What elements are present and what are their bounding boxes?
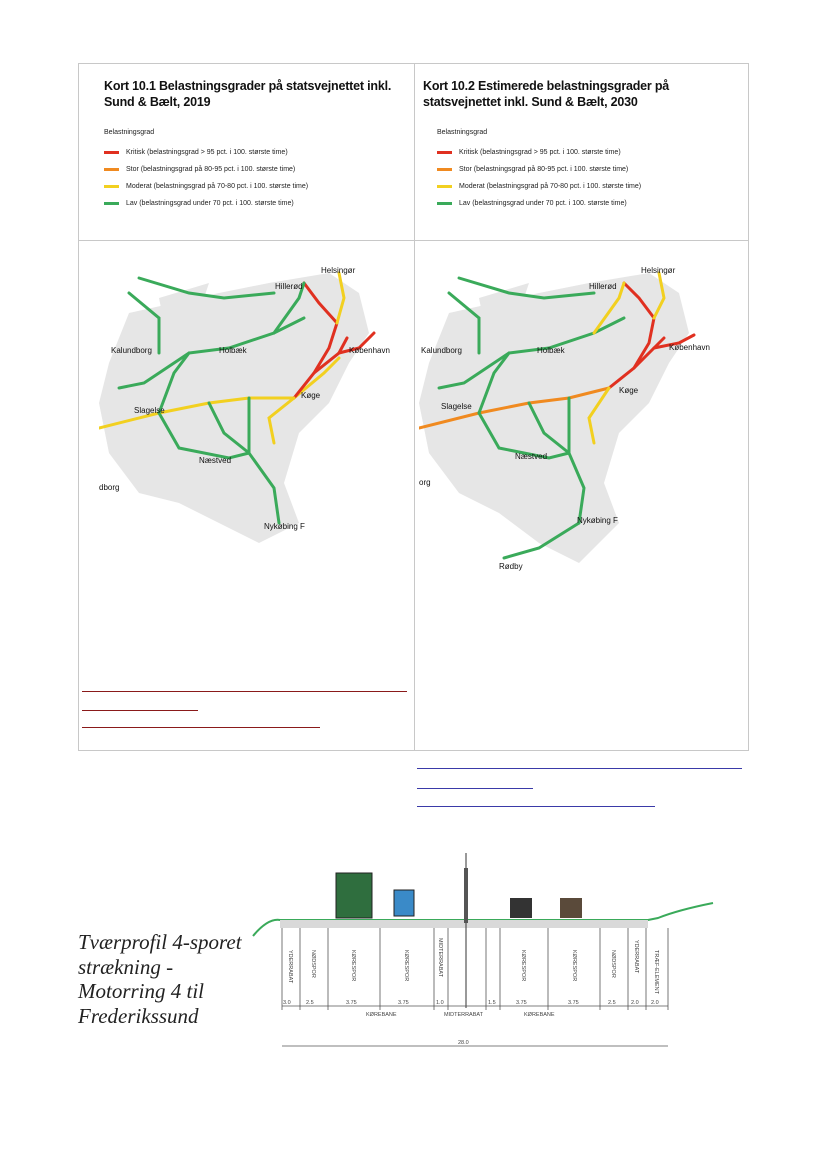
legend-swatch [104, 151, 119, 154]
legend-swatch [437, 185, 452, 188]
legend-item [437, 161, 641, 178]
city-label: Rødby [499, 562, 523, 571]
legend-label: Moderat (belastningsgrad på 70-80 pct. i 100. største time) [126, 183, 309, 190]
city-label: Hillerød [275, 282, 303, 291]
width-value: 3.75 [398, 1000, 409, 1006]
right-road-map [419, 253, 739, 573]
left-header-cell [79, 64, 414, 240]
width-value: 3.75 [346, 1000, 357, 1006]
width-value: 1.5 [488, 1000, 496, 1006]
right-legend [437, 129, 641, 212]
link-underline [417, 806, 655, 807]
legend-item [437, 195, 641, 212]
segment-label: MIDTERRABAT [444, 1012, 484, 1018]
left-legend-heading: Belastningsgrad [104, 129, 155, 136]
legend-label: Moderat (belastningsgrad på 70-80 pct. i 100. største time) [459, 183, 642, 190]
legend-item [104, 161, 308, 178]
total-width-value: 28.0 [458, 1040, 469, 1046]
lane-label: YDERRABAT [287, 950, 293, 984]
right-map-cell [415, 241, 750, 751]
legend-label: Lav (belastningsgrad under 70 pct. i 100. største time) [459, 200, 627, 207]
map-comparison-table [78, 63, 749, 751]
legend-label: Stor (belastningsgrad på 80-95 pct. i 100. største time) [459, 166, 629, 173]
lane-label: TRÆF-ELEMENT [653, 950, 659, 994]
cross-section-title: Tværprofil 4-sporet strækning - Motorring 4 til Frederikssund [78, 930, 242, 1028]
lane-label: MIDTERRABAT [437, 938, 443, 978]
city-label: Slagelse [134, 406, 165, 415]
legend-swatch [437, 151, 452, 154]
city-label: Kalundborg [421, 346, 462, 355]
right-header-cell [415, 64, 750, 240]
car-icon [510, 898, 532, 918]
width-value: 2.5 [608, 1000, 616, 1006]
legend-label: Kritisk (belastningsgrad > 95 pct. i 100. største time) [126, 149, 288, 156]
city-label: Næstved [199, 456, 232, 465]
city-label: Næstved [515, 452, 548, 461]
right-map-title: Kort 10.2 Estimerede belastningsgrader på statsvejnettet inkl. Sund & Bælt, 2030 [423, 79, 670, 109]
city-label: Hillerød [589, 282, 617, 291]
legend-swatch [437, 202, 452, 205]
legend-item [437, 144, 641, 161]
width-value: 3.0 [283, 1000, 291, 1006]
city-label: Helsingør [321, 266, 356, 275]
segment-labels [366, 1012, 555, 1018]
width-value: 3.75 [516, 1000, 527, 1006]
embankment-grass [253, 903, 713, 936]
legend-swatch [437, 168, 452, 171]
lane-label: KØRESPOR [520, 950, 526, 982]
city-label: dborg [99, 483, 120, 492]
city-label: København [349, 346, 390, 355]
lane-labels [287, 938, 659, 995]
legend-label: Lav (belastningsgrad under 70 pct. i 100. største time) [126, 200, 294, 207]
left-road-map [99, 253, 409, 553]
city-label: Holbæk [219, 346, 247, 355]
lane-label: NØDSPOR [610, 950, 616, 978]
city-label: Nykøbing F [577, 516, 618, 525]
lane-label: KØRESPOR [350, 950, 356, 982]
segment-label: KØREBANE [524, 1012, 555, 1018]
lane-width-values [283, 1000, 659, 1006]
link-underline [82, 691, 407, 692]
right-legend-heading: Belastningsgrad [437, 129, 488, 136]
segment-label: KØREBANE [366, 1012, 397, 1018]
car-icon [394, 890, 414, 916]
width-value: 2.0 [651, 1000, 659, 1006]
cross-section-drawing [248, 848, 718, 1063]
link-underline [417, 768, 742, 769]
link-underline [417, 788, 533, 789]
width-value: 3.75 [568, 1000, 579, 1006]
legend-label: Kritisk (belastningsgrad > 95 pct. i 100. største time) [459, 149, 621, 156]
lighting-mast [464, 868, 468, 923]
city-label: Køge [619, 386, 639, 395]
width-value: 1.0 [436, 1000, 444, 1006]
left-map-title: Kort 10.1 Belastningsgrader på statsvejnettet inkl. Sund & Bælt, 2019 [104, 79, 392, 109]
cross-section-figure [78, 848, 718, 1063]
width-value: 2.5 [306, 1000, 314, 1006]
city-label: Slagelse [441, 402, 472, 411]
legend-item [437, 178, 641, 195]
legend-item [104, 178, 308, 195]
legend-swatch [104, 202, 119, 205]
legend-item [104, 195, 308, 212]
link-underline [82, 710, 198, 711]
legend-item [104, 144, 308, 161]
lane-label: KØRESPOR [403, 950, 409, 982]
car-icon [560, 898, 582, 918]
lane-label: KØRESPOR [571, 950, 577, 982]
link-underline [82, 727, 320, 728]
city-label: Holbæk [537, 346, 565, 355]
truck-icon [336, 873, 372, 918]
city-label: København [669, 343, 710, 352]
legend-label: Stor (belastningsgrad på 80-95 pct. i 100. største time) [126, 166, 296, 173]
left-legend [104, 129, 308, 212]
lane-label: YDERRABAT [633, 940, 639, 974]
city-label: org [419, 478, 431, 487]
city-label: Helsingør [641, 266, 676, 275]
city-label: Nykøbing F [264, 522, 305, 531]
legend-swatch [104, 185, 119, 188]
lane-label: NØDSPOR [310, 950, 316, 978]
legend-swatch [104, 168, 119, 171]
width-value: 2.0 [631, 1000, 639, 1006]
left-map-cell [79, 241, 414, 751]
city-label: Køge [301, 391, 321, 400]
city-label: Kalundborg [111, 346, 152, 355]
